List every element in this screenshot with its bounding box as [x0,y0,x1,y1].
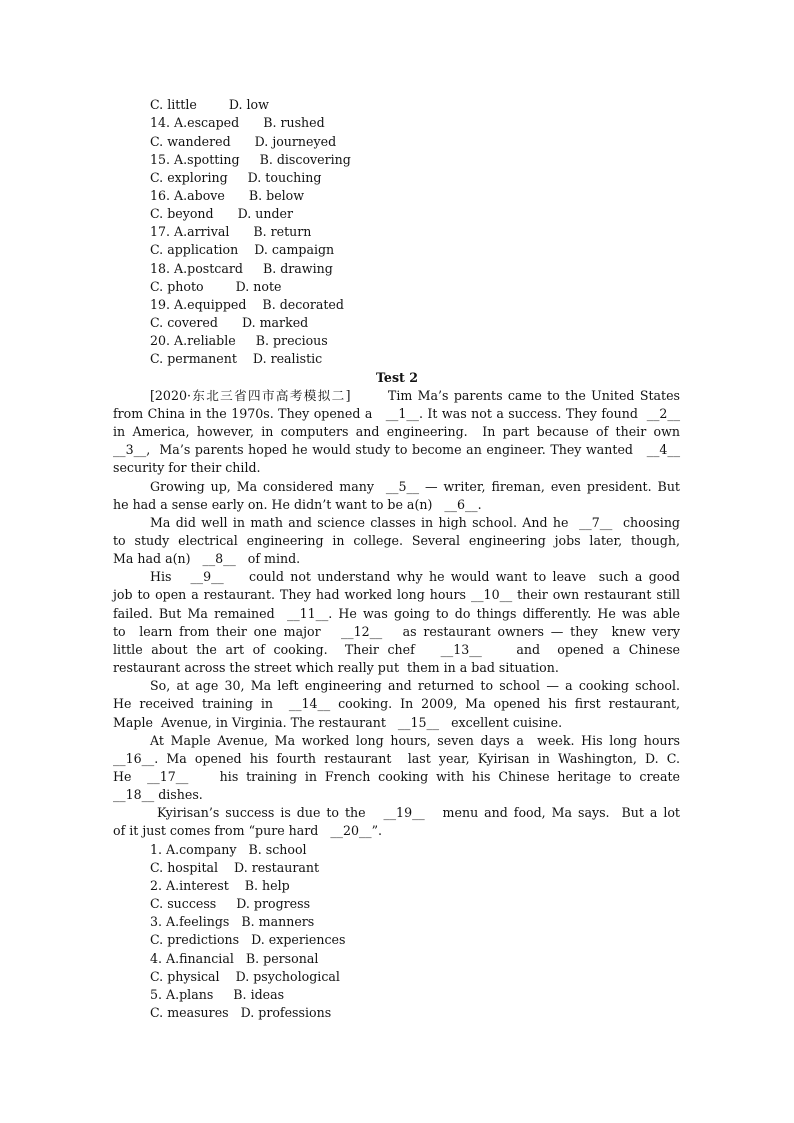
option-line: C. success D. progress [150,896,311,911]
option-line: 17. A.arrival B. return [150,224,312,239]
option-line: C. predictions D. experiences [150,932,346,947]
passage-line: __16__. Ma opened his fourth restaurant last year, Kyirisan in Washington, D. C. [113,751,680,766]
passage-line: Kyirisan’s success is due to the __19__ menu and food, Ma says. But a lot [157,805,680,820]
option-line: C. wandered D. journeyed [150,134,337,149]
option-line: C. measures D. professions [150,1005,332,1020]
option-line: 18. A.postcard B. drawing [150,261,333,276]
passage-line: __3__, Ma’s parents hoped he would study to become an engineer. They wanted __4__ [113,442,680,457]
passage-line: Growing up, Ma considered many __5__ — writer, fireman, even president. But [150,479,680,494]
passage-line: little about the art of cooking. Their chef __13__ and opened a Chinese [113,642,680,657]
option-line: C. permanent D. realistic [150,351,323,366]
passage-line: job to open a restaurant. They had worked long hours __10__ their own restaurant still [113,587,680,602]
option-line: 4. A.financial B. personal [150,951,319,966]
passage-line: security for their child. [113,460,261,475]
option-line: C. photo D. note [150,279,282,294]
passage-line: His __9__ could not understand why he would want to leave such a good [150,569,680,584]
option-line: 16. A.above B. below [150,188,305,203]
passage-line: He received training in __14__ cooking. In 2009, Ma opened his first restaurant, [113,696,680,711]
passage-line: Ma had a(n) __8__ of mind. [113,551,301,566]
passage-line: he had a sense early on. He didn’t want to be a(n) __6__. [113,497,482,512]
option-line: C. application D. campaign [150,242,335,257]
passage-line: to learn from their one major __12__ as restaurant owners — they knew very [113,624,680,639]
passage-line: from China in the 1970s. They opened a __1__. It was not a success. They found __2__ [113,406,680,421]
passage-line: restaurant across the street which really put them in a bad situation. [113,660,559,675]
option-line: C. physical D. psychological [150,969,340,984]
option-line: 19. A.equipped B. decorated [150,297,344,312]
option-line: 1. A.company B. school [150,842,307,857]
option-line: C. exploring D. touching [150,170,322,185]
option-line: 20. A.reliable B. precious [150,333,328,348]
test-title: Test 2 [376,370,418,385]
option-line: 5. A.plans B. ideas [150,987,285,1002]
option-line: 3. A.feelings B. manners [150,914,315,929]
passage-line: So, at age 30, Ma left engineering and returned to school — a cooking school. [150,678,680,693]
option-line: C. hospital D. restaurant [150,860,320,875]
option-line: C. beyond D. under [150,206,294,221]
passage-line: __18__ dishes. [113,787,203,802]
passage-line: to study electrical engineering in college. Several engineering jobs later, though, [113,533,680,548]
passage-line: [2020·东北三省四市高考模拟二] Tim Ma’s parents came to the United States [150,388,680,403]
passage-line: of it just comes from “pure hard __20__”. [113,823,383,838]
option-line: 2. A.interest B. help [150,878,290,893]
passage-line: He __17__ his training in French cooking with his Chinese heritage to create [113,769,680,784]
option-line: 15. A.spotting B. discovering [150,152,351,167]
option-line: 14. A.escaped B. rushed [150,115,325,130]
passage-line: failed. But Ma remained __11__. He was going to do things differently. He was able [113,606,680,621]
passage-line: Maple Avenue, in Virginia. The restaurant __15__ excellent cuisine. [113,715,563,730]
passage-line: in America, however, in computers and engineering. In part because of their own [113,424,680,439]
option-line: C. little D. low [150,97,269,112]
passage-line: At Maple Avenue, Ma worked long hours, seven days a week. His long hours [150,733,680,748]
passage-line: Ma did well in math and science classes in high school. And he __7__ choosing [150,515,680,530]
option-line: C. covered D. marked [150,315,309,330]
